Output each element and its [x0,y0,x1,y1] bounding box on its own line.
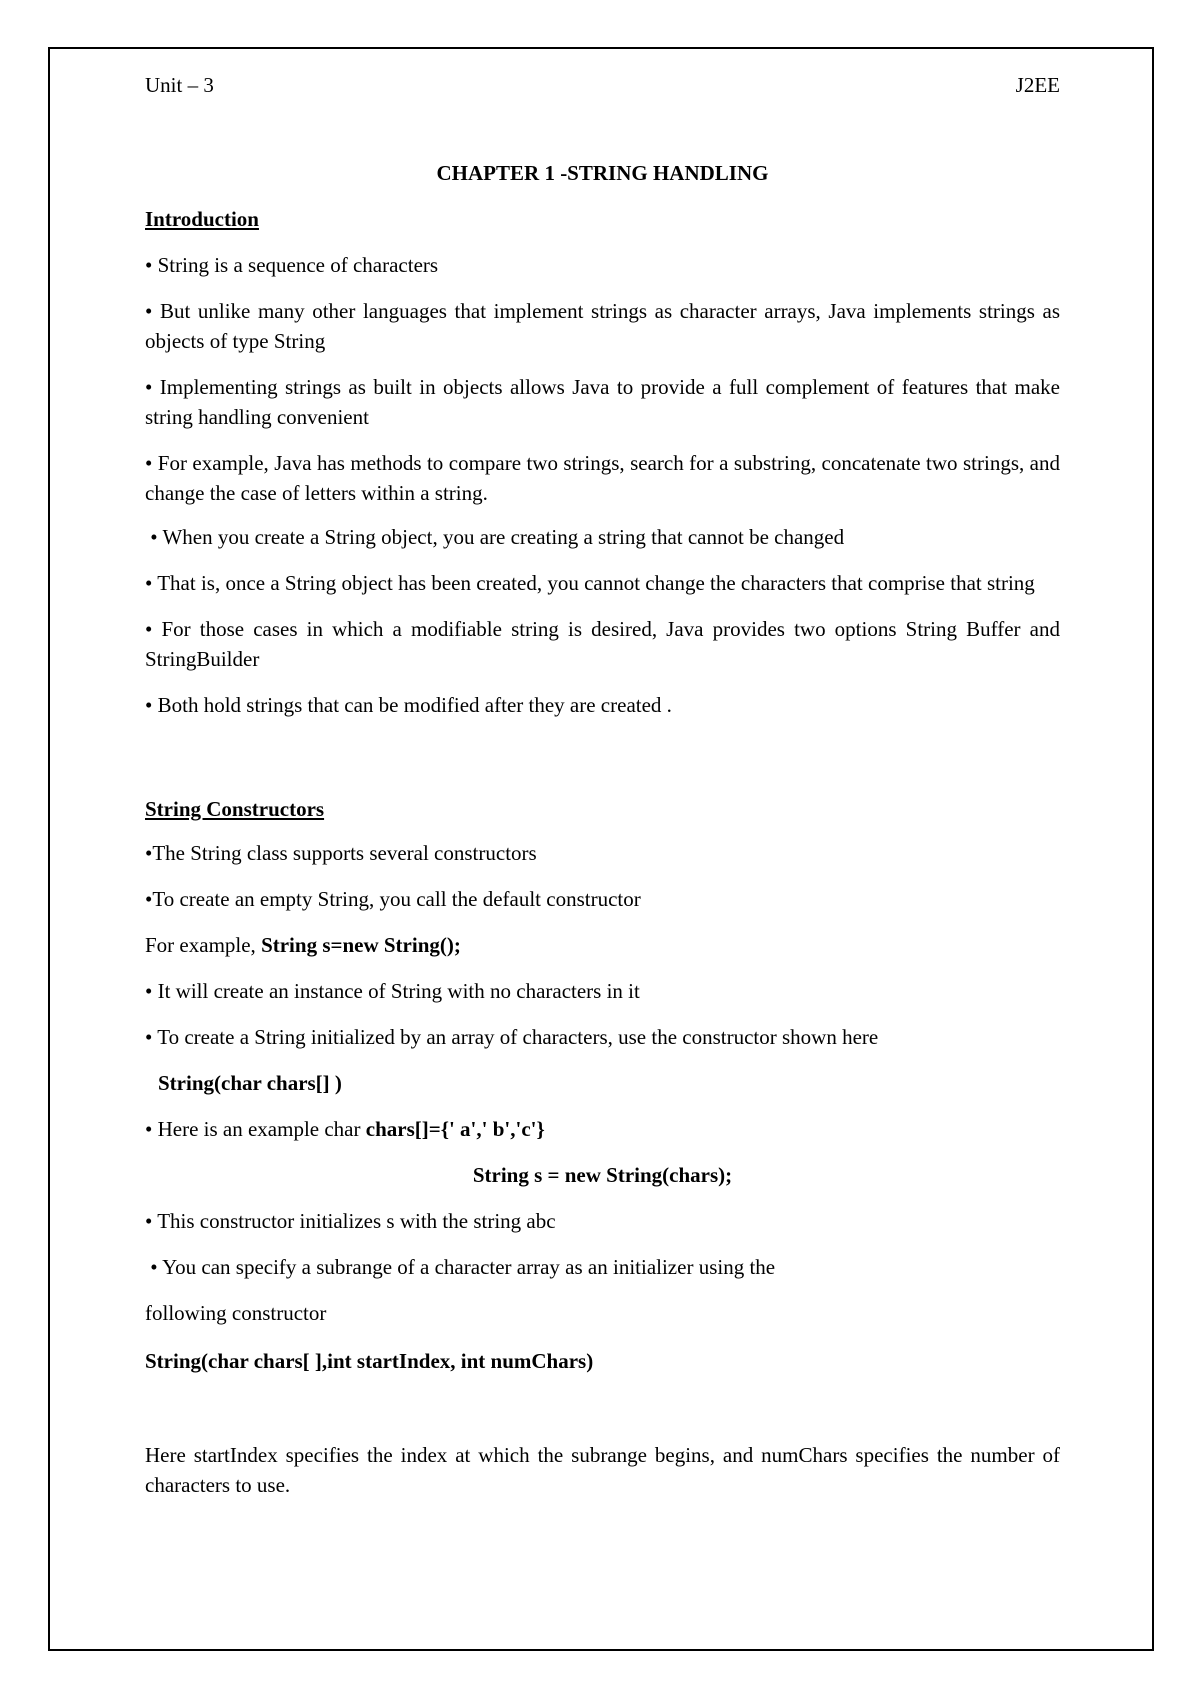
header-subject: J2EE [1015,73,1060,97]
constructors-line-6: • You can specify a subrange of a character array as an initializer using the [145,1255,776,1279]
header-unit: Unit – 3 [145,73,214,97]
document-content [145,70,1060,1500]
intro-bullet-3: • Implementing strings as built in objects allows Java to provide a full complement of features that make string handling convenient [145,375,1060,429]
constructors-line-2: •To create an empty String, you call the default constructor [145,887,641,911]
constructors-example-1 [145,930,1060,960]
intro-bullet-7: • For those cases in which a modifiable string is desired, Java provides two options String Buffer and StringBuilder [145,617,1060,671]
example2-code: chars[]={' a',' b','c'} [365,1117,545,1141]
section-heading-introduction: Introduction [145,207,259,231]
constructors-example-2 [145,1114,1060,1144]
code-constructor-chars: String(char chars[] ) [158,1071,342,1095]
constructors-line-1: •The String class supports several constructors [145,841,537,865]
intro-bullet-5: • When you create a String object, you are creating a string that cannot be changed [145,525,845,549]
closing-paragraph: Here startIndex specifies the index at which the subrange begins, and numChars specifies the number of characters to use. [145,1443,1060,1497]
code-subrange-constructor: String(char chars[ ],int startIndex, int numChars) [145,1349,594,1373]
constructors-line-7: following constructor [145,1301,327,1325]
example-prefix: For example, [145,933,262,957]
code-new-string-chars: String s = new String(chars); [472,1163,733,1187]
intro-bullet-6: • That is, once a String object has been created, you cannot change the characters that comprise that string [145,571,1035,595]
section-heading-constructors: String Constructors [145,797,325,821]
constructors-line-4: • To create a String initialized by an array of characters, use the constructor shown here [145,1025,879,1049]
chapter-title: CHAPTER 1 -STRING HANDLING [436,161,769,185]
example2-prefix: • Here is an example char [145,1117,366,1141]
example-code: String s=new String(); [261,933,461,957]
constructors-line-3: • It will create an instance of String with no characters in it [145,979,640,1003]
intro-bullet-8: • Both hold strings that can be modified after they are created . [145,693,672,717]
intro-bullet-1: • String is a sequence of characters [145,253,439,277]
constructors-line-5: • This constructor initializes s with the string abc [145,1209,556,1233]
intro-bullet-4: • For example, Java has methods to compare two strings, search for a substring, concatenate two strings, and change the case of letters within a string. [145,451,1060,505]
intro-bullet-2: • But unlike many other languages that implement strings as character arrays, Java implements strings as objects of type String [145,299,1060,353]
page-header [145,70,1060,100]
